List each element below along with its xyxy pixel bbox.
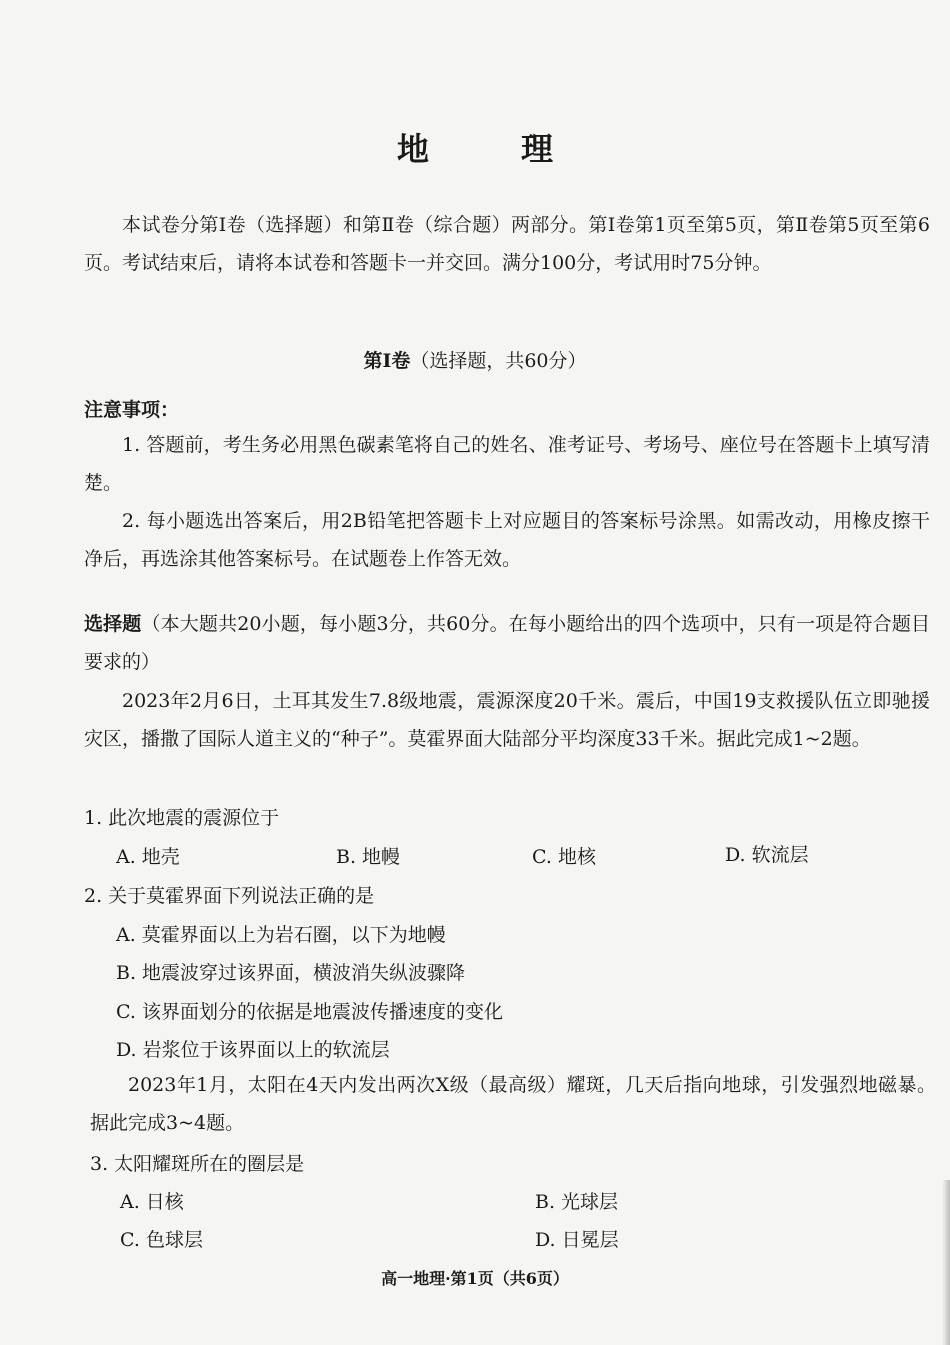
question-3-option-d: D. 日冕层	[535, 1229, 619, 1251]
passage-1: 2023年2月6日，土耳其发生7.8级地震，震源深度20千米。震后，中国19支救援队伍立即驰援灾区，播撒了国际人道主义的“种子”。莫霍界面大陆部分平均深度33千米。据此完成1~2题。	[84, 690, 930, 750]
question-2-option-c: C. 该界面划分的依据是地震波传播速度的变化	[116, 1001, 503, 1023]
passage-2: 2023年1月，太阳在4天内发出两次X级（最高级）耀斑，几天后指向地球，引发强烈地磁暴。据此完成3~4题。	[90, 1074, 936, 1134]
question-3-option-c: C. 色球层	[120, 1229, 203, 1251]
notice-item-2: 2. 每小题选出答案后，用2B铅笔把答题卡上对应题目的答案标号涂黑。如需改动，用橡皮擦干净后，再选涂其他答案标号。在试题卷上作答无效。	[84, 510, 930, 570]
intro-paragraph: 本试卷分第Ⅰ卷（选择题）和第Ⅱ卷（综合题）两部分。第Ⅰ卷第1页至第5页，第Ⅱ卷第5页至第6页。考试结束后，请将本试卷和答题卡一并交回。满分100分，考试用时75分钟。	[84, 214, 930, 274]
page-edge-shadow	[942, 1180, 950, 1345]
choice-section-label: 选择题	[84, 613, 142, 635]
question-3-stem: 3. 太阳耀斑所在的圈层是	[90, 1153, 305, 1175]
page-title: 地 理	[396, 130, 583, 168]
section-heading	[0, 346, 950, 373]
page-footer: 高一地理·第1页（共6页）	[381, 1269, 569, 1288]
choice-section-desc: （本大题共20小题，每小题3分，共60分。在每小题给出的四个选项中，只有一项是符合题目要求的）	[84, 613, 930, 673]
notice-item-1: 1. 答题前，考生务必用黑色碳素笔将自己的姓名、准考证号、考场号、座位号在答题卡上填写清楚。	[84, 434, 930, 494]
question-3-option-a: A. 日核	[120, 1191, 184, 1213]
section-heading-sub: （选择题，共60分）	[410, 350, 587, 372]
question-1-option-c: C. 地核	[532, 846, 596, 868]
section-heading-main: 第Ⅰ卷	[363, 350, 411, 372]
question-2-option-d: D. 岩浆位于该界面以上的软流层	[116, 1039, 390, 1061]
question-1-option-b: B. 地幔	[336, 846, 401, 868]
question-1-stem: 1. 此次地震的震源位于	[84, 807, 280, 829]
question-2-option-b: B. 地震波穿过该界面，横波消失纵波骤降	[116, 962, 466, 984]
question-2-option-a: A. 莫霍界面以上为岩石圈，以下为地幔	[116, 924, 446, 946]
choice-section-intro	[84, 605, 930, 681]
question-1-option-d: D. 软流层	[725, 844, 809, 866]
question-1-option-a: A. 地壳	[116, 846, 180, 868]
notice-label: 注意事项：	[84, 399, 180, 421]
question-3-option-b: B. 光球层	[535, 1191, 619, 1213]
question-2-stem: 2. 关于莫霍界面下列说法正确的是	[84, 885, 375, 907]
